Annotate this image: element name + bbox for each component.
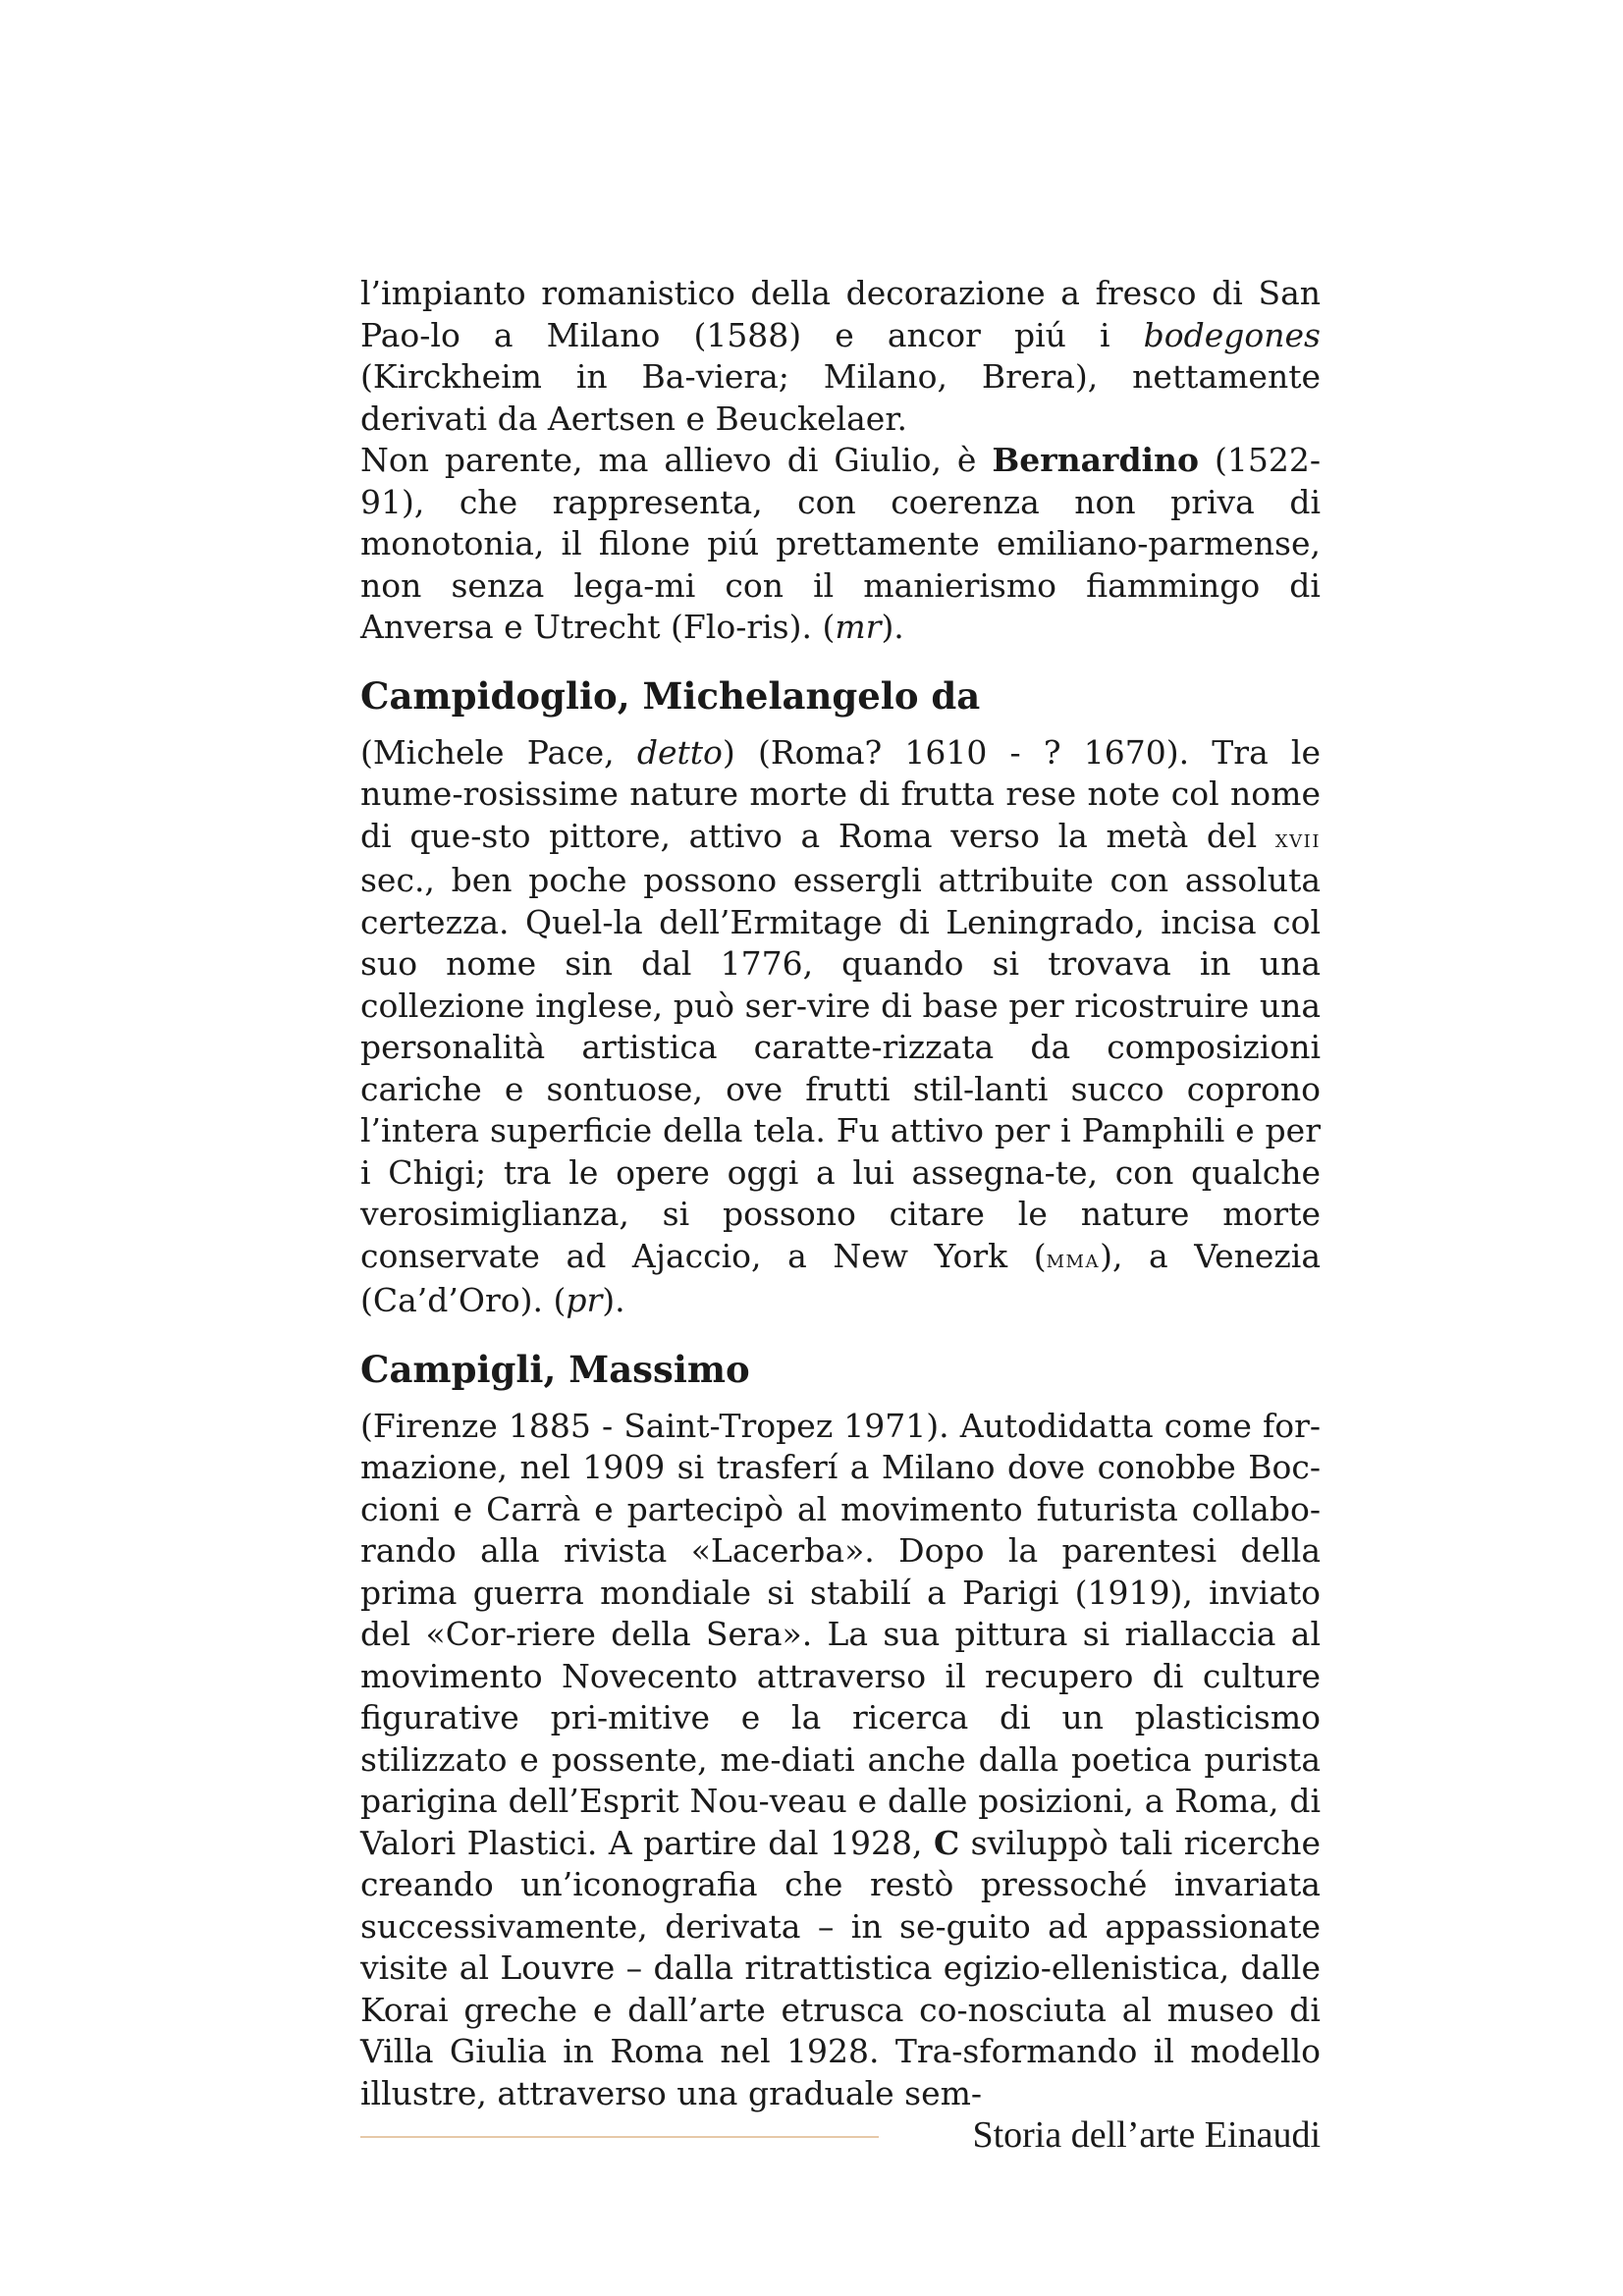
entry-heading-campigli: Campigli, Massimo <box>360 1347 750 1391</box>
paragraph-bernardino: Non parente, ma allievo di Giulio, è Bernardino (1522-91), che rappresenta, con coerenza non priva di monotonia, il filone piú prettamente emiliano-parmense, non senza lega-mi con il manierismo fiammingo di Anversa e Utrecht (Flo-ris). (mr). <box>360 441 1322 646</box>
page-footer <box>360 2110 1321 2160</box>
entry-heading-campidoglio: Campidoglio, Michelangelo da <box>360 673 981 718</box>
paragraph-giulio-continued: l’impianto romanistico della decorazione a fresco di San Pao-lo a Milano (1588) e ancor piú i bodegones (Kirckheim in Ba-viera; Milano, Brera), nettamente derivati da Aertsen e Beuckelaer. <box>360 274 1321 438</box>
entry-body-campigli: (Firenze 1885 - Saint-Tropez 1971). Autodidatta come for-mazione, nel 1909 si trasferí a Milano dove conobbe Boc-cioni e Carrà e partecipò al movimento futurista collabo-rando alla rivista «Lacerba». Dopo la parentesi della prima guerra mondiale si stabilí a Parigi (1919), inviato del «Cor-riere della Sera». La sua pittura si riallaccia al movimento Novecento attraverso il recupero di culture figurative pri-mitive e la ricerca di un plasticismo stilizzato e possente, me-diati anche dalla poetica purista parigina dell’Esprit Nou-veau e dalle posizioni, a Roma, di Valori Plastici. A partire dal 1928, C sviluppò tali ricerche creando un’iconografia che restò pressoché invariata successivamente, derivata – in se-guito ad appassionate visite al Louvre – dalla ritrattistica egizio-ellenistica, dalle Korai greche e dall’arte etrusca co-nosciuta al museo di Villa Giulia in Roma nel 1928. Tra-sformando il modello illustre, attraverso una graduale sem- <box>360 1406 1322 2112</box>
page-text <box>360 273 1321 2114</box>
footer-rule <box>360 2136 879 2138</box>
footer-title: Storia dell’arte Einaudi <box>972 2114 1321 2156</box>
entry-body-campidoglio: (Michele Pace, detto) (Roma? 1610 - ? 1670). Tra le nume-rosissime nature morte di frutta rese note col nome di que-sto pittore, attivo a Roma verso la metà del xvii sec., ben poche possono essergli attribuite con assoluta certezza. Quel-la dell’Ermitage di Leningrado, incisa col suo nome sin dal 1776, quando si trovava in una collezione inglese, può ser-vire di base per ricostruire una personalità artistica caratte-rizzata da composizioni cariche e sontuose, ove frutti stil-lanti succo coprono l’intera superficie della tela. Fu attivo per i Pamphili e per i Chigi; tra le opere oggi a lui assegna-te, con qualche verosimiglianza, si possono citare le nature morte conservate ad Ajaccio, a New York (mma), a Venezia (Ca’d’Oro). (pr). <box>360 732 1322 1319</box>
